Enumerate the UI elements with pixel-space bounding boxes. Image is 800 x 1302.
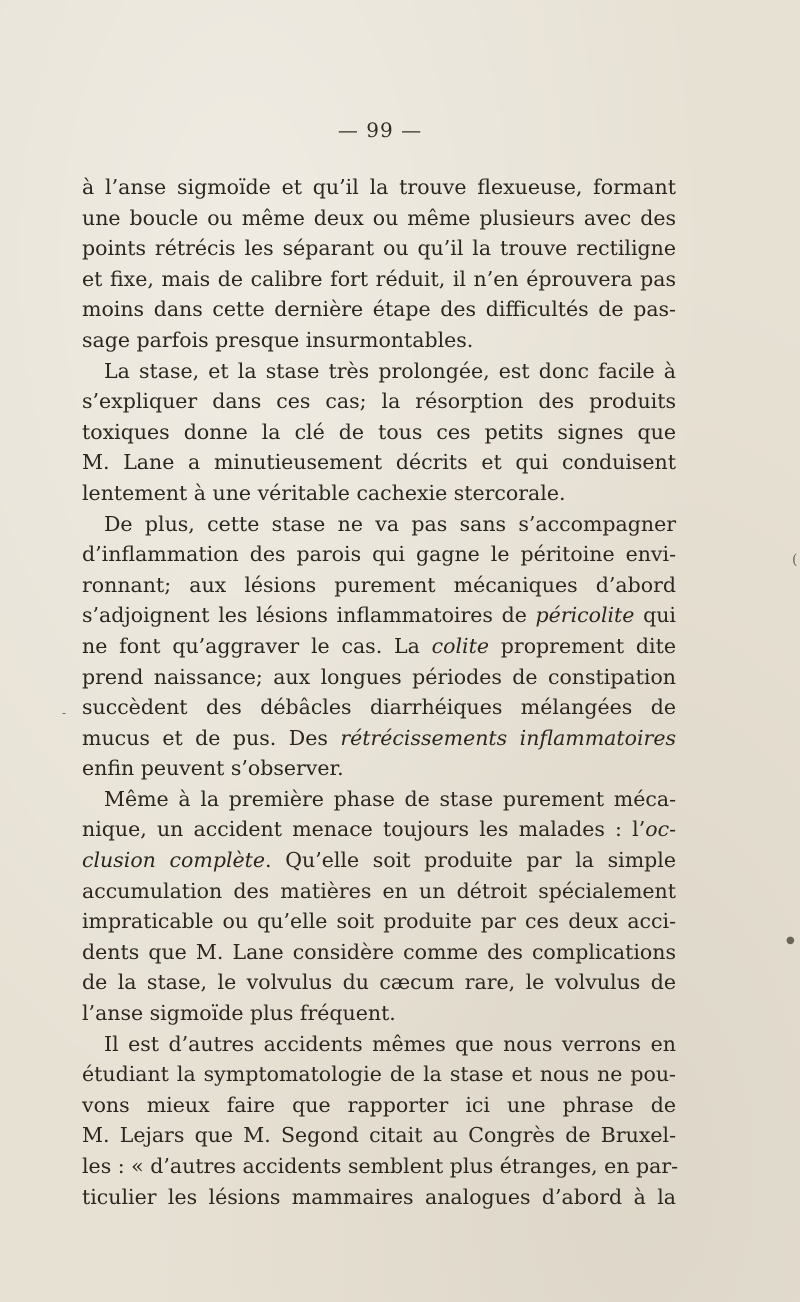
text-segment: de la stase, le volvulus du cæcum rare, le volvulus de — [82, 970, 676, 995]
margin-mark: ( — [792, 552, 798, 568]
text-segment: points rétrécis les séparant ou qu’il la trouve rectiligne — [82, 236, 676, 261]
text-segment: sage parfois presque insurmontables. — [82, 327, 474, 352]
text-segment: De plus, cette stase ne va pas sans s’accompagner — [104, 511, 676, 536]
text-segment: s’adjoignent les lésions inflammatoires de — [82, 603, 536, 628]
text-line — [82, 1182, 676, 1213]
text-segment: lentement à une véritable cachexie stercorale. — [82, 480, 566, 505]
text-line — [82, 784, 676, 815]
text-segment: Même à la première phase de stase purement méca- — [104, 786, 676, 811]
text-line — [82, 233, 676, 264]
text-line — [82, 203, 676, 234]
text-line — [82, 447, 676, 478]
page-number: — 99 — — [337, 118, 423, 142]
text-segment: prend naissance; aux longues périodes de constipation — [82, 664, 676, 689]
text-line — [82, 753, 676, 784]
text-segment: les : « d’autres accidents semblent plus étranges, en par- — [82, 1154, 679, 1178]
text-line — [82, 906, 676, 937]
text-line — [82, 662, 676, 693]
text-segment: impraticable ou qu’elle soit produite par ces deux acci- — [82, 909, 676, 934]
text-segment: Il est d’autres accidents mêmes que nous verrons en — [104, 1031, 676, 1056]
text-segment: et fixe, mais de calibre fort réduit, il n’en éprouvera pas — [82, 266, 676, 291]
text-segment: toxiques donne la clé de tous ces petits signes que — [82, 419, 676, 444]
text-segment: d’inflammation des parois qui gagne le péritoine envi- — [82, 542, 676, 567]
text-line — [82, 1151, 679, 1182]
text-segment: une boucle ou même deux ou même plusieurs avec des — [82, 205, 676, 230]
text-segment: nique, un accident menace toujours les malades : l’ — [82, 817, 646, 842]
text-segment: succèdent des débâcles diarrhéiques mélangées de — [82, 695, 676, 720]
text-line — [82, 172, 676, 203]
text-segment: ronnant; aux lésions purement mécaniques d’abord — [82, 572, 676, 597]
text-segment: La stase, et la stase très prolongée, est donc facile à — [104, 358, 676, 383]
text-line — [82, 1059, 676, 1090]
margin-dot: - — [62, 706, 67, 720]
text-line — [82, 1090, 676, 1121]
text-segment: M. Lejars que M. Segond citait au Congrès de Bruxel- — [82, 1123, 676, 1148]
text-line — [82, 692, 676, 723]
italic-text: rétrécissements inflammatoires — [340, 725, 676, 750]
text-line — [82, 478, 676, 509]
text-segment: enfin peuvent s’observer. — [82, 756, 344, 781]
text-line — [82, 814, 676, 845]
text-segment: accumulation des matières en un détroit spécialement — [82, 878, 676, 903]
text-line — [82, 325, 676, 356]
text-line — [82, 386, 676, 417]
text-line — [82, 264, 676, 295]
margin-dot: ● — [786, 935, 795, 946]
body-text — [82, 172, 679, 1212]
text-segment: l’anse sigmoïde plus fréquent. — [82, 1001, 396, 1026]
text-segment: à l’anse sigmoïde et qu’il la trouve flexueuse, formant — [82, 175, 676, 199]
text-segment: qui — [634, 603, 676, 628]
text-segment: dents que M. Lane considère comme des complications — [82, 939, 676, 964]
text-segment: proprement dite — [488, 633, 676, 658]
text-line — [82, 845, 676, 876]
italic-text: colite — [431, 633, 489, 658]
text-line — [82, 1120, 676, 1151]
text-line — [82, 876, 676, 907]
text-line — [82, 723, 676, 754]
text-line — [82, 539, 676, 570]
text-segment: . Qu’elle soit produite par la simple — [265, 848, 676, 873]
italic-text: oc- — [645, 817, 676, 842]
text-segment: mucus et de pus. Des — [82, 725, 341, 750]
text-segment: ne font qu’aggraver le cas. La — [82, 633, 432, 658]
text-line — [82, 356, 676, 387]
text-line — [82, 631, 676, 662]
text-line — [82, 570, 676, 601]
text-line — [82, 967, 676, 998]
text-segment: ticulier les lésions mammaires analogues d’abord à la — [82, 1184, 676, 1209]
text-line — [82, 509, 676, 540]
text-segment: étudiant la symptomatologie de la stase et nous ne pou- — [82, 1062, 676, 1087]
text-line — [82, 937, 676, 968]
text-line — [82, 417, 676, 448]
text-line — [82, 1029, 676, 1060]
text-segment: s’expliquer dans ces cas; la résorption des produits — [82, 389, 676, 414]
italic-text: péricolite — [535, 603, 635, 628]
italic-text: clusion complète — [82, 848, 265, 873]
text-line — [82, 600, 676, 631]
text-segment: moins dans cette dernière étape des difficultés de pas- — [82, 297, 676, 322]
text-line — [82, 998, 676, 1029]
text-segment: M. Lane a minutieusement décrits et qui conduisent — [82, 450, 676, 475]
text-segment: vons mieux faire que rapporter ici une phrase de — [82, 1092, 676, 1117]
text-line — [82, 294, 676, 325]
